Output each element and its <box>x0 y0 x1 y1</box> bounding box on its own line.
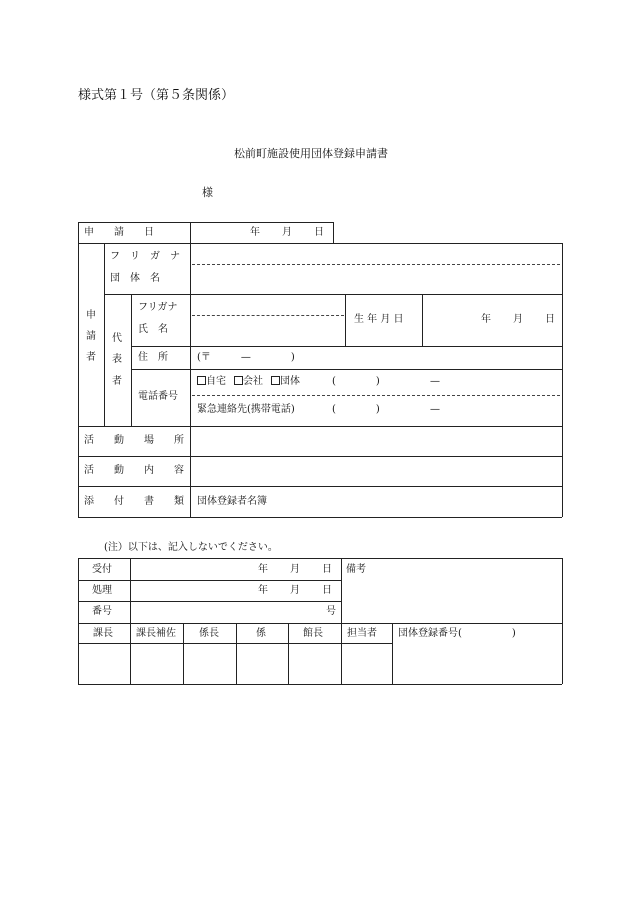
phone-area-code[interactable]: ( ) <box>332 376 380 387</box>
year-label: 年 <box>250 227 260 238</box>
activity-content-input[interactable] <box>192 458 560 485</box>
group-checkbox[interactable] <box>271 376 280 385</box>
application-date-label: 申 請 日 <box>84 227 154 238</box>
home-option-label: 自宅 <box>206 376 226 387</box>
received-date <box>258 564 332 576</box>
received-year: 年 <box>258 564 268 575</box>
activity-content-label: 活 動 内 容 <box>84 465 184 476</box>
group-name-input[interactable] <box>192 266 560 293</box>
address-label: 住 所 <box>138 352 168 363</box>
stamp-section-chief: 課長 <box>93 628 113 639</box>
stamp-director: 館長 <box>303 628 323 639</box>
representative-label-2: 表 <box>112 354 122 365</box>
representative-label-1: 代 <box>112 333 122 344</box>
received-month: 月 <box>290 564 300 575</box>
office-use-note: (注）以下は、記入しないでください。 <box>104 542 278 553</box>
activity-place-input[interactable] <box>192 428 560 455</box>
representative-label-3: 者 <box>112 376 122 387</box>
group-option-label: 団体 <box>280 376 300 387</box>
group-furigana-input[interactable] <box>192 245 560 263</box>
rep-name-input[interactable] <box>192 317 344 345</box>
applicant-label-3: 者 <box>86 352 96 363</box>
month-label: 月 <box>282 227 292 238</box>
phone-dash: — <box>430 376 440 387</box>
stamp-assistant-chief: 課長補佐 <box>136 628 176 639</box>
stamp-subsection-chief: 係長 <box>199 628 219 639</box>
phone-options <box>197 376 300 388</box>
received-label: 受付 <box>92 564 112 575</box>
group-furigana-label: フ リ ガ ナ <box>110 251 180 262</box>
form-number: 様式第１号（第５条関係） <box>78 88 235 103</box>
day-label: 日 <box>314 227 324 238</box>
processed-day: 日 <box>322 585 332 596</box>
group-name-label: 団 体 名 <box>110 273 160 284</box>
birth-day-label: 日 <box>545 314 555 325</box>
emergency-contact-label: 緊急連絡先(携帯電話) <box>197 404 295 415</box>
home-checkbox[interactable] <box>197 376 206 385</box>
emergency-area-code[interactable]: ( ) <box>332 404 380 415</box>
address-field[interactable]: (〒 — ) <box>197 352 295 363</box>
phone-label: 電話番号 <box>138 391 178 402</box>
rep-name-label: 氏 名 <box>138 324 168 335</box>
registration-number-label: 団体登録番号( ) <box>398 628 516 639</box>
applicant-label-1: 申 <box>86 310 96 321</box>
birth-date-field[interactable] <box>481 314 555 326</box>
attachments-value: 団体登録者名簿 <box>197 496 267 507</box>
processed-label: 処理 <box>92 585 112 596</box>
stamp-person-in-charge: 担当者 <box>347 628 377 639</box>
company-option-label: 会社 <box>243 376 263 387</box>
stamp-staff: 係 <box>256 628 266 639</box>
addressee: 様 <box>202 186 213 199</box>
processed-month: 月 <box>290 585 300 596</box>
rep-furigana-label: フリガナ <box>138 302 178 313</box>
attachments-label: 添 付 書 類 <box>84 496 184 507</box>
processed-date <box>258 585 332 597</box>
application-date-field[interactable] <box>250 227 324 239</box>
company-checkbox[interactable] <box>234 376 243 385</box>
birth-year-label: 年 <box>481 314 491 325</box>
birth-date-label: 生 年 月 日 <box>354 314 404 325</box>
number-suffix: 号 <box>326 606 336 617</box>
remarks-label: 備考 <box>346 564 366 575</box>
number-label: 番号 <box>92 606 112 617</box>
rep-furigana-input[interactable] <box>192 296 344 314</box>
birth-month-label: 月 <box>513 314 523 325</box>
received-day: 日 <box>322 564 332 575</box>
activity-place-label: 活 動 場 所 <box>84 435 184 446</box>
emergency-dash: — <box>430 404 440 415</box>
processed-year: 年 <box>258 585 268 596</box>
form-title: 松前町施設使用団体登録申請書 <box>234 147 388 160</box>
applicant-label-2: 請 <box>86 331 96 342</box>
